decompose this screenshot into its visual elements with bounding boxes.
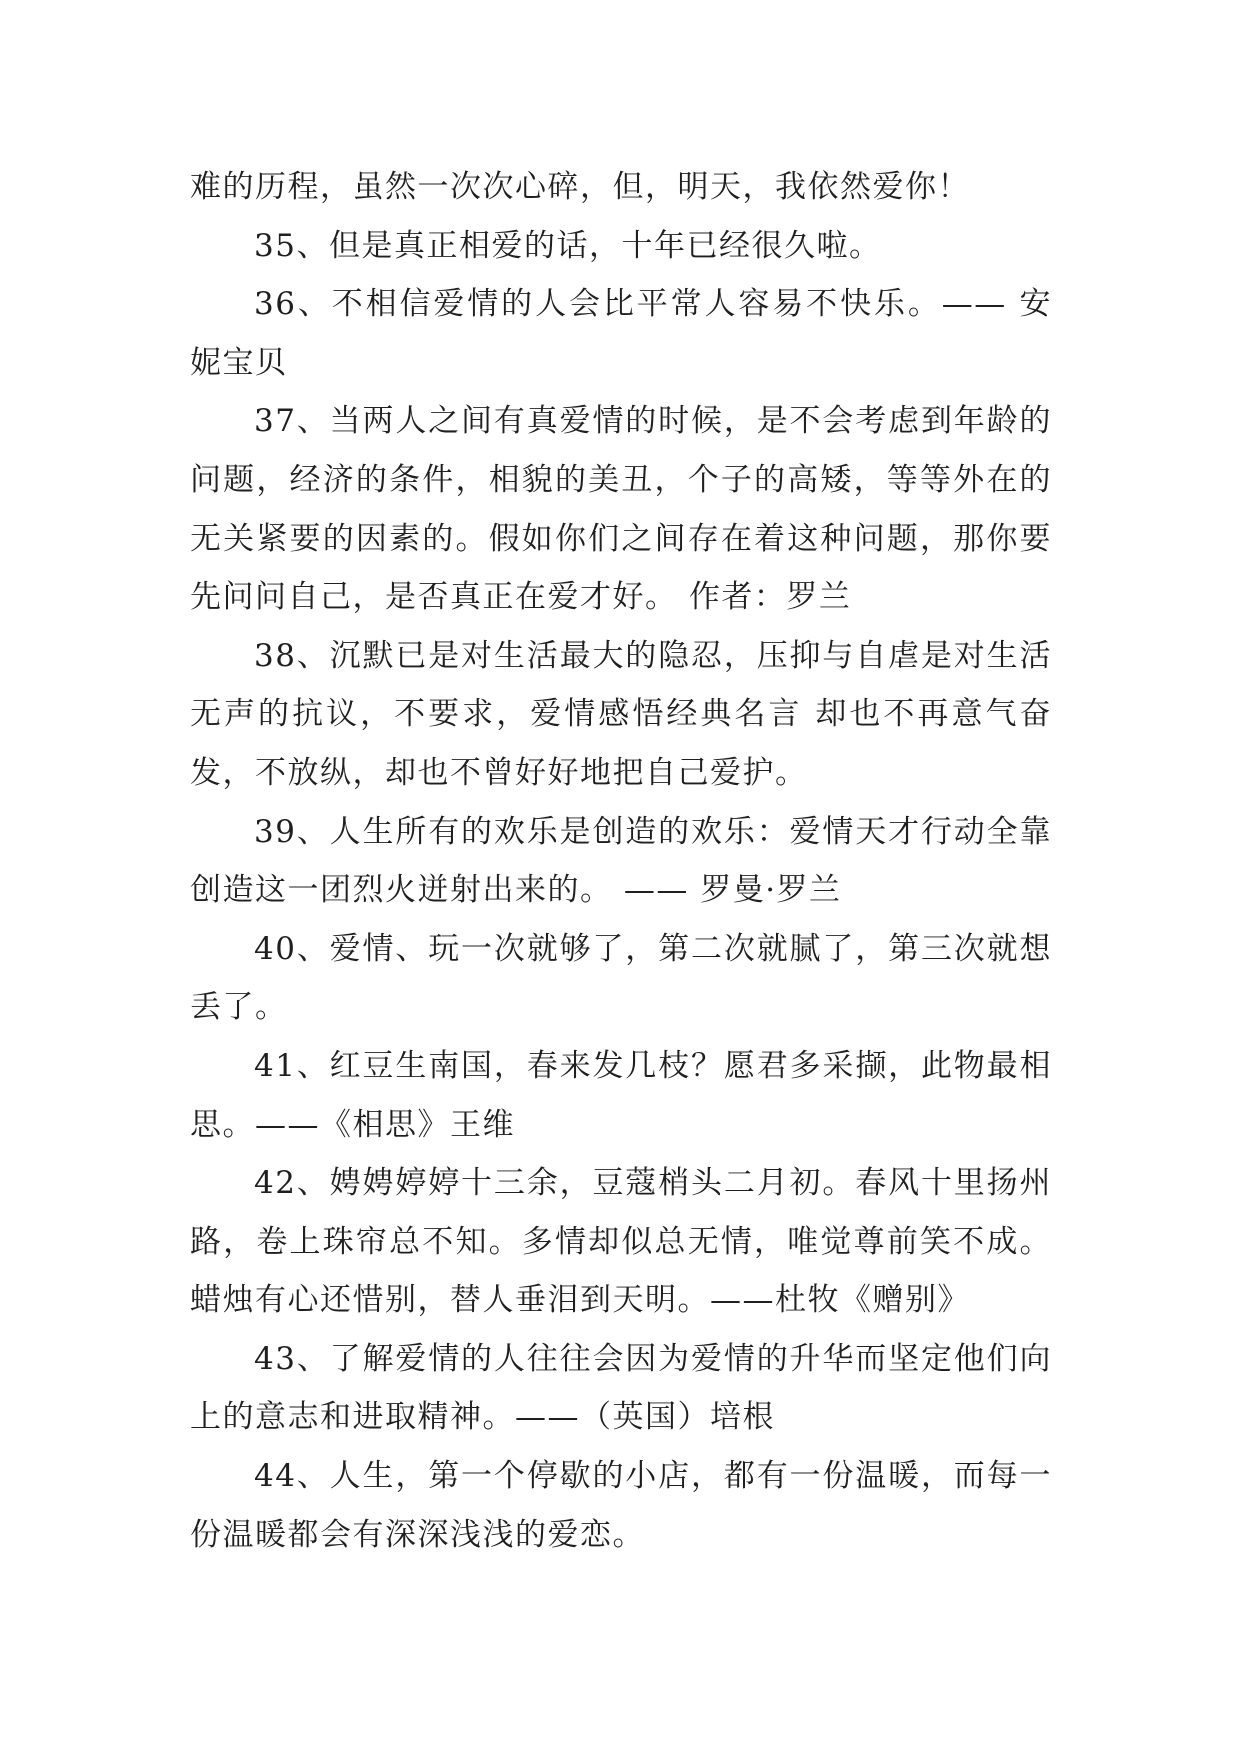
document-body [190,158,1052,1564]
paragraph-43: 43、了解爱情的人往往会因为爱情的升华而坚定他们向上的意志和进取精神。——（英国）培根 [190,1340,1052,1436]
paragraph-42: 42、娉娉婷婷十三余，豆蔻梢头二月初。春风十里扬州路，卷上珠帘总不知。多情却似总无情，唯觉尊前笑不成。蜡烛有心还惜别，替人垂泪到天明。——杜牧《赠别》 [190,1165,1052,1319]
paragraph-41: 41、红豆生南国，春来发几枝？愿君多采撷，此物最相思。——《相思》王维 [190,1047,1052,1143]
paragraph-37: 37、当两人之间有真爱情的时候，是不会考虑到年龄的问题，经济的条件，相貌的美丑，个子的高矮，等等外在的无关紧要的因素的。假如你们之间存在着这种问题，那你要先问问自己，是否真正在爱才好。 作者：罗兰 [190,403,1052,616]
paragraph-40: 40、爱情、玩一次就够了，第二次就腻了，第三次就想丢了。 [190,930,1052,1026]
paragraph-35: 35、但是真正相爱的话，十年已经很久啦。 [254,227,882,264]
paragraph-36: 36、不相信爱情的人会比平常人容易不快乐。—— 安妮宝贝 [190,286,1052,381]
paragraph-44: 44、人生，第一个停歇的小店，都有一份温暖，而每一份温暖都会有深深浅浅的爱恋。 [190,1458,1052,1553]
paragraph-39: 39、人生所有的欢乐是创造的欢乐：爱情天才行动全靠创造这一团烈火迸射出来的。 —— 罗曼·罗兰 [190,813,1052,909]
paragraph-38: 38、沉默已是对生活最大的隐忍，压抑与自虐是对生活无声的抗议，不要求，爱情感悟经典名言 却也不再意气奋发，不放纵，却也不曾好好地把自己爱护。 [190,637,1052,791]
paragraph-continuation: 难的历程，虽然一次次心碎，但，明天，我依然爱你！ [190,169,970,205]
